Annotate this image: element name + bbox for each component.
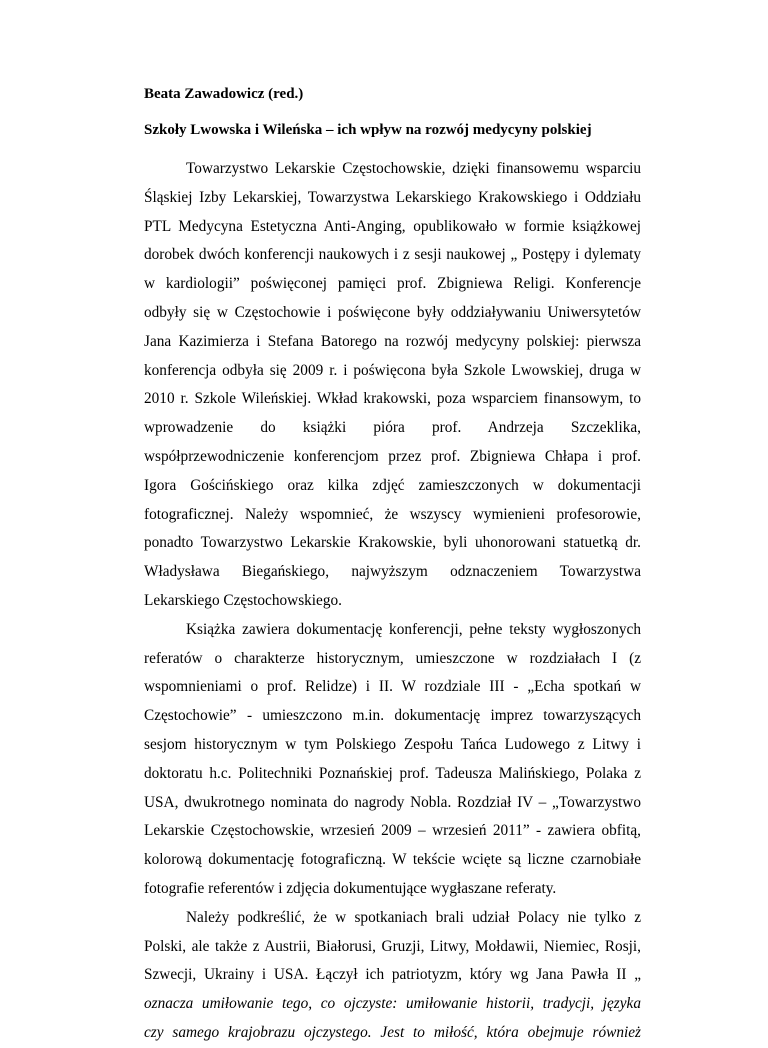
text-line: konferencja odbyła się 2009 r. i poświęcona była Szkole Lwowskiej, druga w (144, 361, 641, 379)
text-line: kolorową dokumentację fotograficzną. W tekście wcięte są liczne czarnobiałe (144, 851, 641, 869)
text-line: doktoratu h.c. Politechniki Poznańskiej prof. Tadeusza Malińskiego, Polaka z (144, 764, 641, 782)
text-line: Igora Gościńskiego oraz kilka zdjęć zamieszczonych w dokumentacji (144, 476, 641, 494)
book-title: Szkoły Lwowska i Wileńska – ich wpływ na rozwój medycyny polskiej (144, 122, 592, 138)
text-line: odbyły się w Częstochowie i poświęcone były oddziaływaniu Uniwersytetów (144, 303, 641, 321)
text-line: Polski, ale także z Austrii, Białorusi, Gruzji, Litwy, Mołdawii, Niemiec, Rosji, (144, 937, 641, 955)
text-line: Lekarskie Częstochowskie, wrzesień 2009 – wrzesień 2011” - zawiera obfitą, (144, 822, 641, 840)
text-line: fotografie referentów i zdjęcia dokumentujące wygłaszane referaty. (144, 879, 557, 897)
review-body (144, 155, 641, 1048)
text-line: Książka zawiera dokumentację konferencji, pełne teksty wygłoszonych (186, 620, 641, 638)
text-line: współprzewodniczenie konferencjom przez prof. Zbigniewa Chłapa i prof. (144, 447, 641, 465)
text-line: Władysława Biegańskiego, najwyższym odznaczeniem Towarzystwa (144, 563, 641, 581)
text-line: Śląskiej Izby Lekarskiej, Towarzystwa Lekarskiego Krakowskiego i Oddziału (144, 188, 641, 206)
text-line: Towarzystwo Lekarskie Częstochowskie, dzięki finansowemu wsparciu (186, 160, 641, 177)
document-header (144, 86, 664, 138)
text-line: USA, dwukrotnego nominata do nagrody Nobla. Rozdział IV – „Towarzystwo (144, 793, 641, 811)
quote-line: oznacza umiłowanie tego, co ojczyste: umiłowanie historii, tradycji, języka (144, 995, 641, 1013)
text-line: sesjom historycznym w tym Polskiego Zespołu Tańca Ludowego z Litwy i (144, 735, 641, 753)
text-line: w kardiologii” poświęconej pamięci prof. Zbigniewa Religi. Konferencje (144, 275, 641, 293)
text-line: Jana Kazimierza i Stefana Batorego na rozwój medycyny polskiej: pierwsza (144, 332, 641, 350)
text-line: Lekarskiego Częstochowskiego. (144, 591, 342, 609)
text-line: referatów o charakterze historycznym, umieszczone w rozdziałach I (z (144, 649, 641, 667)
quote-line: czy samego krajobrazu ojczystego. Jest to miłość, która obejmuje również (144, 1023, 641, 1041)
text-line: Należy podkreślić, że w spotkaniach brali udział Polacy nie tylko z (186, 908, 641, 926)
text-line: 2010 r. Szkole Wileńskiej. Wkład krakowski, poza wsparciem finansowym, to (144, 390, 641, 408)
text-line: fotograficznej. Należy wspomnieć, że wszyscy wymienieni profesorowie, (144, 505, 641, 523)
text-line: dorobek dwóch konferencji naukowych i z sesji naukowej „ Postępy i dylematy (144, 246, 641, 264)
text-line: wprowadzenie do książki pióra prof. Andrzeja Szczeklika, (144, 419, 641, 437)
author-line: Beata Zawadowicz (red.) (144, 86, 304, 102)
text-line: wspomnieniami o prof. Relidze) i II. W rozdziale III - „Echa spotkań w (144, 678, 641, 696)
text-line: ponadto Towarzystwo Lekarskie Krakowskie, byli uhonorowani statuetką dr. (144, 534, 641, 552)
text-line: Częstochowie” - umieszczono m.in. dokumentację imprez towarzyszących (144, 707, 641, 725)
text-line: PTL Medycyna Estetyczna Anti-Anging, opublikowało w formie książkowej (144, 217, 641, 235)
text-line: Szwecji, Ukrainy i USA. Łączył ich patriotyzm, który wg Jana Pawła II „ (144, 966, 641, 984)
